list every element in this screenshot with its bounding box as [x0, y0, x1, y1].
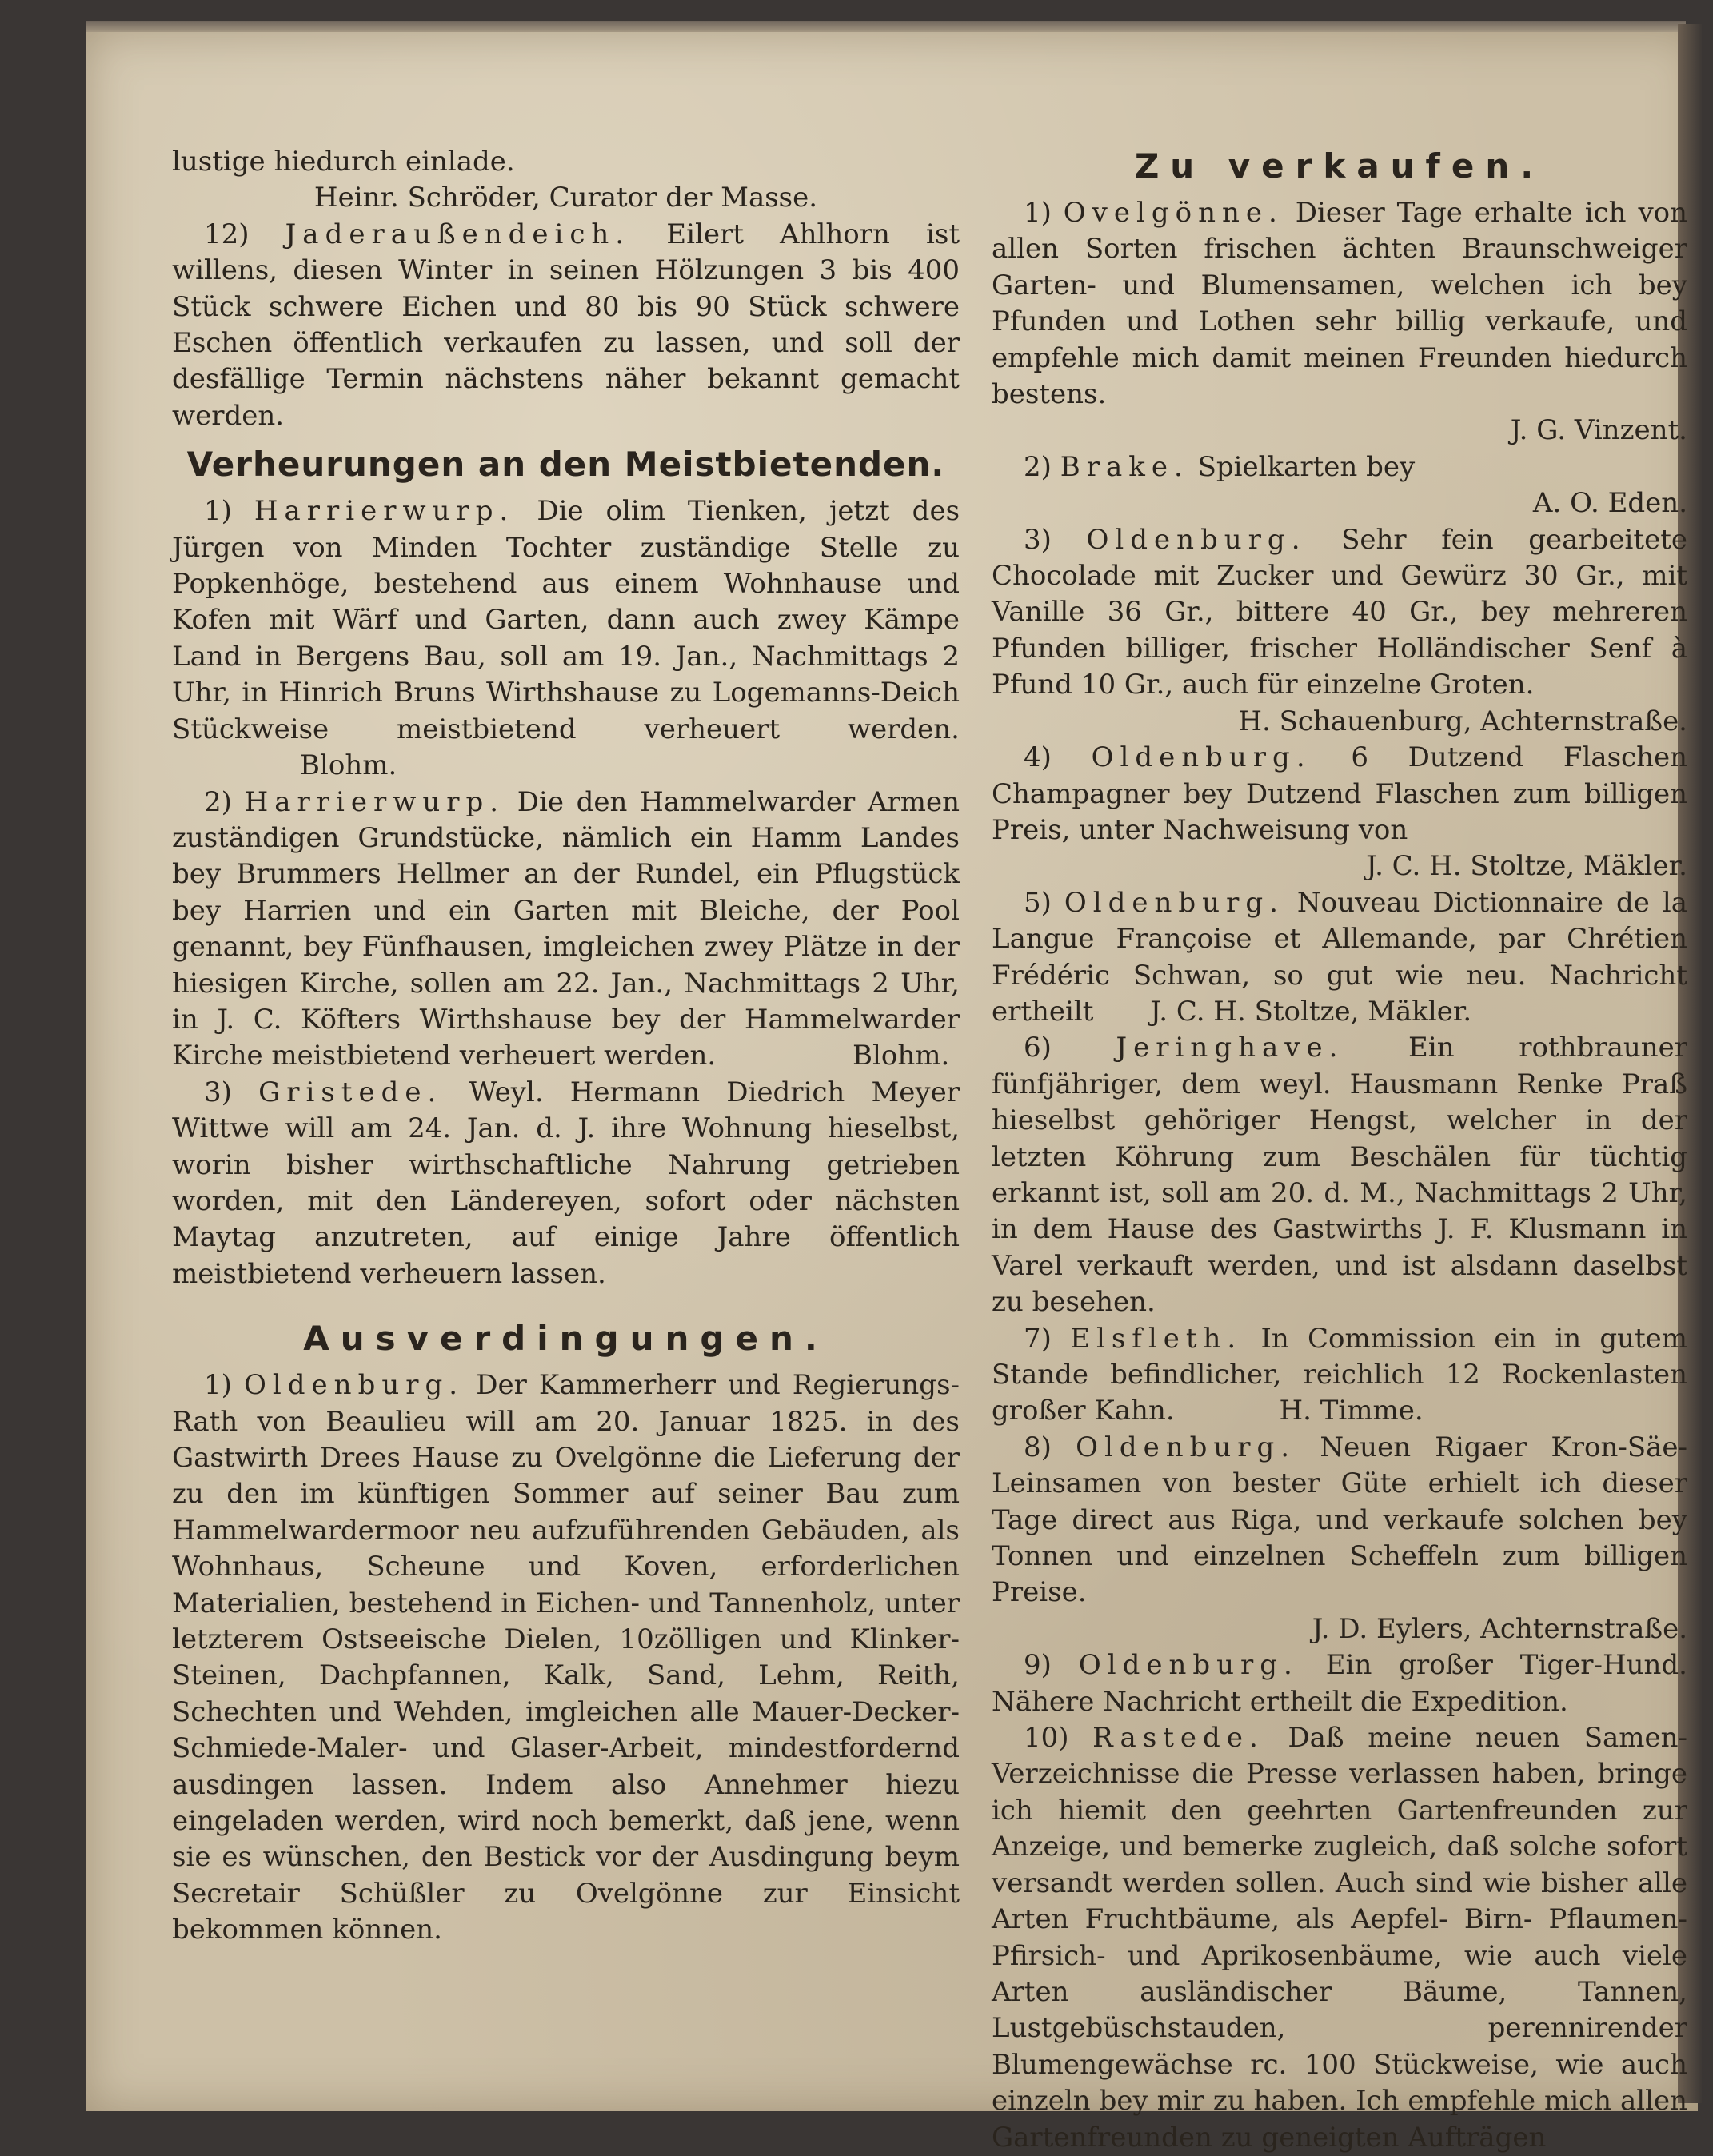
item-text: Die olim Tienken, jetzt des Jürgen von Minden Tochter zuständige Stelle zu Popkenhöge, bestehend aus einem Wohnhause und Kofen mit Wärf und Garten, dann auch zwey Kämpe Land in Bergens Bau, soll am 19. Jan., Nachmittags 2 Uhr, in Hinrich Bruns Wirthshause zu Logemanns-Deich Stückweise meistbietend verheuert werden.	[172, 495, 960, 745]
item-number: 12)	[204, 218, 250, 250]
item-text: Der Kammerherr und Regierungs-Rath von Beaulieu will am 20. Januar 1825. in des Gastwirth Drees Hause zu Ovelgönne die Lieferung der zu den im künftigen Sommer auf seiner Bau zum Hammelwardermoor neu aufzuführenden Gebäuden, als Wohnhaus, Scheune und Koven, erforderlichen Materialien, bestehend in Eichen- und Tannenholz, unter letzterem Ostseeische Dielen, 10zölligen und Klinker-Steinen, Dachpfannen, Kalk, Sand, Lehm, Reith, Schechten und Wehden, imgleichen alle Mauer-Decker-Schmiede-Maler- und Glaser-Arbeit, mindestfordernd ausdingen lassen. Indem also Annehmer hiezu eingeladen werden, wird noch bemerkt, daß jene, wenn sie es wünschen, den Bestick vor der Ausdingung beym Secretair Schüßler zu Ovelgönne zur Einsicht bekommen können.	[172, 1369, 960, 1946]
item-number: 8)	[1024, 1431, 1052, 1463]
sale-item-10	[992, 1720, 1687, 2156]
item-text: Weyl. Hermann Diedrich Meyer Wittwe will am 24. Jan. d. J. ihre Wohnung hieselbst, worin bisher wirthschaftliche Nahrung getrieben worden, mit den Ländereyen, sofort oder nächsten Maytag anzutreten, auf einige Jahre öffentlich meistbietend verheuern lassen.	[172, 1076, 960, 1290]
item-signature: J. C. H. Stoltze, Mäkler.	[1150, 995, 1472, 1028]
sale-item-8	[992, 1430, 1687, 1611]
opening-signature: Heinr. Schröder, Curator der Masse.	[313, 182, 818, 214]
item-text: Ein rothbrauner fünfjähriger, dem weyl. Hausmann Renke Praß hieselbst gehöriger Hengst, welcher in der letzten Köhrung zum Beschälen für tüchtig erkannt ist, soll am 20. d. M., Nachmittags 2 Uhr, in dem Hause des Gastwirths J. F. Klusmann in Varel verkauft werden, und ist alsdann daselbst zu besehen.	[992, 1032, 1688, 1319]
sale-item-2	[992, 449, 1687, 485]
item-text: 6 Dutzend Flaschen Champagner bey Dutzend Flaschen zum billigen Preis, unter Nachweisung von	[992, 741, 1688, 846]
left-column	[172, 144, 960, 1949]
item-place: Oldenburg.	[1076, 1431, 1296, 1463]
item-number: 7)	[1024, 1322, 1052, 1355]
item-place: Ovelgönne.	[1063, 197, 1284, 229]
contract-item-1	[172, 1367, 960, 1949]
item-place: Jaderaußendeich.	[285, 218, 631, 250]
item-number: 9)	[1024, 1649, 1052, 1682]
item-text: Sehr fein gearbeitete Chocolade mit Zucker und Gewürz 30 Gr., mit Vanille 36 Gr., bittere 40 Gr., bey mehreren Pfunden billiger, frischer Holländischer Senf à Pfund 10 Gr., auch für einzelne Groten.	[992, 523, 1688, 701]
item-number: 6)	[1024, 1032, 1052, 1064]
sale-item-8-signature: J. D. Eylers, Achternstraße.	[1312, 1612, 1687, 1645]
item-number: 2)	[204, 785, 232, 818]
sale-item-7	[992, 1321, 1687, 1430]
notice-item-12	[172, 217, 960, 434]
sale-item-3-signature: H. Schauenburg, Achternstraße.	[1238, 705, 1687, 737]
item-number: 1)	[204, 495, 232, 528]
item-number: 10)	[1024, 1722, 1069, 1755]
item-place: Jeringhave.	[1116, 1032, 1344, 1064]
item-number: 2)	[1024, 450, 1052, 483]
item-text: Eilert Ahlhorn ist willens, diesen Winter in seinen Hölzungen 3 bis 400 Stück schwere Eichen und 80 bis 90 Stück schwere Eschen öffentlich verkaufen zu lassen, und soll der desfällige Termin nächstens näher bekannt gemacht werden.	[172, 218, 960, 432]
sale-item-1-signature: J. G. Vinzent.	[1510, 414, 1687, 447]
sale-item-5	[992, 885, 1687, 1031]
item-number: 1)	[204, 1369, 232, 1402]
section-heading-contract: Ausverdingungen.	[303, 1319, 829, 1359]
item-text: Spielkarten bey	[1197, 450, 1416, 483]
item-number: 4)	[1024, 741, 1052, 774]
item-place: Oldenburg.	[244, 1369, 465, 1402]
item-text: Daß meine neuen Samen-Verzeichnisse die Presse verlassen haben, bringe ich hiemit den geehrten Gartenfreunden zur Anzeige, und bemerke zugleich, daß solche sofort versandt werden sollen. Auch sind wie bisher alle Arten Fruchtbäume, als Aepfel- Birn- Pflaumen- Pfirsich- und Aprikosenbäume, wie auch viele Arten ausländischer Bäume, Tannen, Lustgebüschstauden, perennirender Blumengewächse rc. 100 Stückweise, wie auch einzeln bey mir zu haben. Ich empfehle mich allen Gartenfreunden zu geneigten Aufträgen	[992, 1722, 1688, 2154]
item-signature: Blohm.	[852, 1040, 950, 1072]
rent-item-3	[172, 1075, 960, 1292]
sale-item-9	[992, 1647, 1687, 1720]
item-place: Rastede.	[1092, 1722, 1264, 1755]
item-number: 3)	[204, 1076, 232, 1108]
item-text: Dieser Tage erhalte ich von allen Sorten frischen ächten Braunschweiger Garten- und Blumensamen, welchen ich bey Pfunden und Lothen sehr billig verkaufe, und empfehle mich damit meinen Freunden hiedurch bestens.	[992, 197, 1688, 411]
item-number: 3)	[1024, 523, 1052, 556]
sale-item-3	[992, 522, 1687, 704]
item-number: 5)	[1024, 886, 1052, 919]
item-place: Oldenburg.	[1091, 741, 1312, 774]
item-place: Elsfleth.	[1070, 1322, 1243, 1355]
item-text: Nouveau Dictionnaire de la Langue Françoise et Allemande, par Chrétien Frédéric Schwan, so gut wie neu. Nachricht ertheilt	[992, 886, 1687, 1028]
section-heading-sale: Zu verkaufen.	[1134, 146, 1545, 186]
sale-item-4-signature: J. C. H. Stoltze, Mäkler.	[1366, 850, 1687, 883]
rent-item-2	[172, 785, 960, 1075]
sale-item-1	[992, 195, 1687, 413]
item-place: Harrierwurp.	[254, 495, 515, 528]
item-number: 1)	[1024, 197, 1052, 229]
opening-line: lustige hiedurch einlade.	[172, 146, 515, 178]
item-place: Brake.	[1060, 450, 1189, 483]
item-text: Die den Hammelwarder Armen zuständigen Grundstücke, nämlich ein Hamm Landes bey Brummers Hellmer an der Rundel, ein Pflugstück bey Harrien und ein Garten mit Bleiche, der Pool genannt, bey Fünfhausen, imgleichen zwey Plätze in der hiesigen Kirche, sollen am 22. Jan., Nachmittags 2 Uhr, in J. C. Köfters Wirthshause bey der Hammelwarder Kirche meistbietend verheuert werden.	[172, 785, 960, 1072]
sale-item-4	[992, 740, 1687, 848]
item-signature: Blohm.	[300, 749, 397, 782]
item-text: In Commission ein in gutem Stande befindlicher, reichlich 12 Rockenlasten großer Kahn.	[992, 1322, 1688, 1427]
section-heading-rent: Verheurungen an den Meistbietenden.	[186, 445, 945, 485]
sale-item-6	[992, 1030, 1687, 1320]
item-place: Oldenburg.	[1064, 886, 1284, 919]
item-signature: H. Timme.	[1279, 1395, 1424, 1427]
item-place: Oldenburg.	[1078, 1649, 1299, 1682]
item-text: Ein großer Tiger-Hund. Nähere Nachricht ertheilt die Expedition.	[992, 1649, 1687, 1718]
sale-item-2-signature: A. O. Eden.	[1532, 487, 1687, 520]
item-text: Neuen Rigaer Kron-Säe-Leinsamen von bester Güte erhielt ich dieser Tage direct aus Riga, und verkaufe solchen bey Tonnen und einzelnen Scheffeln zum billigen Preise.	[992, 1431, 1688, 1609]
item-place: Gristede.	[258, 1076, 443, 1108]
rent-item-1	[172, 493, 960, 784]
item-place: Oldenburg.	[1086, 523, 1307, 556]
item-place: Harrierwurp.	[244, 785, 505, 818]
right-column	[992, 144, 1687, 2156]
